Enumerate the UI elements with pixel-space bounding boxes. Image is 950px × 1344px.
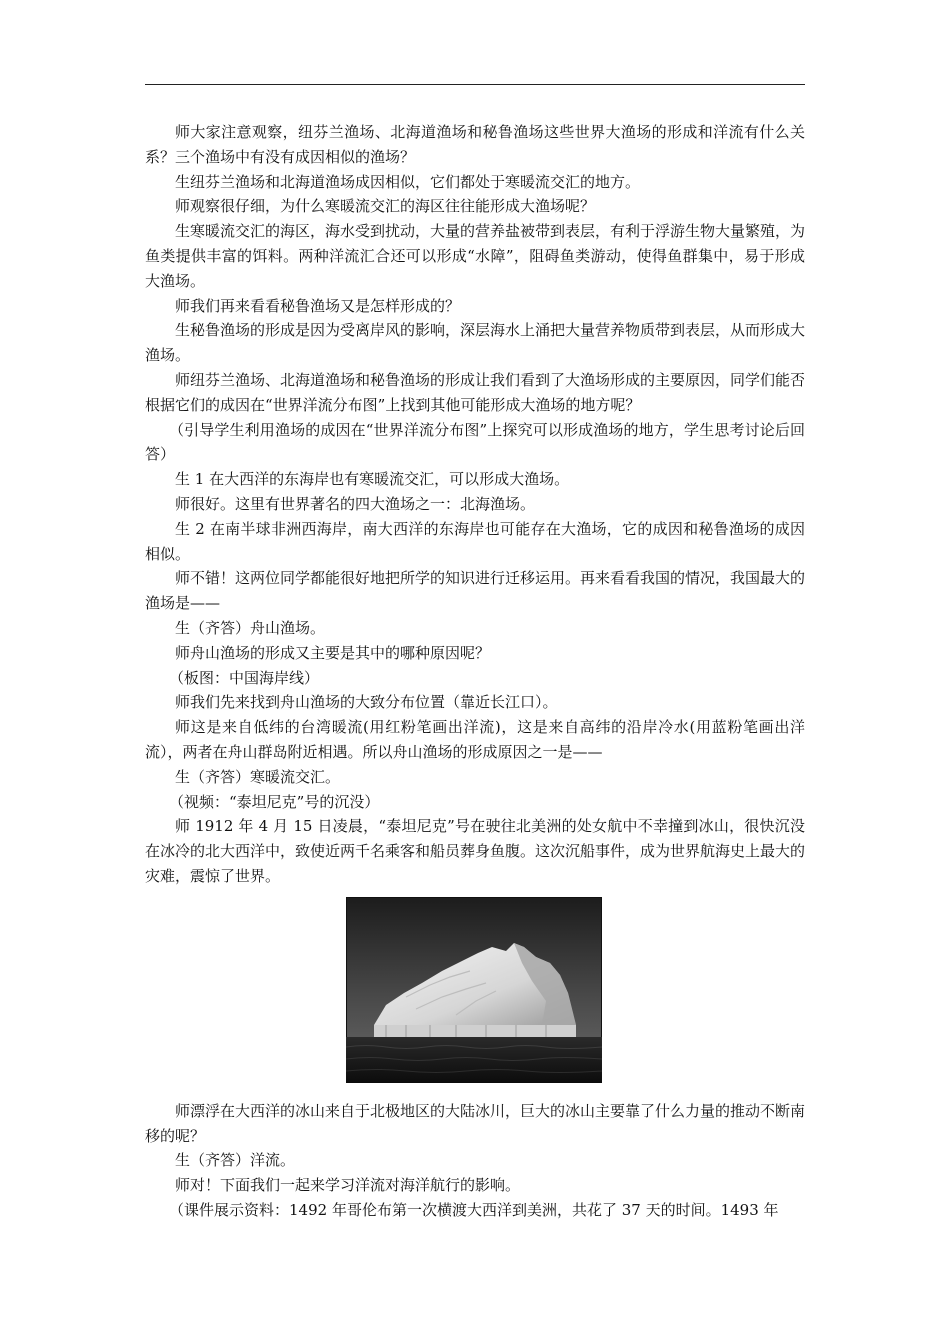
paragraph: 师很好。这里有世界著名的四大渔场之一：北海渔场。: [175, 494, 536, 513]
paragraph: （引导学生利用渔场的成因在“世界洋流分布图”上探究可以形成渔场的地方，学生思考讨论后回答）: [145, 420, 805, 464]
paragraph: 生秘鲁渔场的形成是因为受离岸风的影响，深层海水上涌把大量营养物质带到表层，从而形成大渔场。: [145, 321, 806, 365]
document-body: [145, 120, 805, 1223]
paragraph: （视频：“泰坦尼克”号的沉没）: [169, 792, 380, 811]
header-rule: [145, 84, 805, 85]
iceberg-photo: [346, 897, 602, 1083]
paragraph: 师大家注意观察，纽芬兰渔场、北海道渔场和秘鲁渔场这些世界大渔场的形成和洋流有什么关系？三个渔场中有没有成因相似的渔场？: [145, 123, 805, 166]
paragraph: 师漂浮在大西洋的冰山来自于北极地区的大陆冰川，巨大的冰山主要靠了什么力量的推动不断南移的呢？: [145, 1101, 806, 1145]
paragraph: 生（齐答）洋流。: [175, 1151, 296, 1170]
paragraphs-after-photo: [145, 1099, 805, 1223]
photo-container: [145, 897, 805, 1085]
paragraph: 师舟山渔场的形成又主要是其中的哪种原因呢？: [175, 643, 491, 662]
paragraph: 师 1912 年 4 月 15 日凌晨，“泰坦尼克”号在驶往北美洲的处女航中不幸撞到冰山，很快沉没在冰冷的北大西洋中，致使近两千名乘客和船员葬身鱼腹。这次沉船事件，成为世界航海史上最大的灾难，震惊了世界。: [145, 817, 806, 885]
paragraph: 师观察很仔细，为什么寒暖流交汇的海区往往能形成大渔场呢？: [175, 197, 596, 216]
paragraph: （课件展示资料：1492 年哥伦布第一次横渡大西洋到美洲，共花了 37 天的时间。1493 年: [169, 1200, 779, 1219]
paragraphs-before-photo: [145, 120, 805, 889]
paragraph: 生（齐答）寒暖流交汇。: [175, 767, 341, 786]
paragraph: 师不错！这两位同学都能很好地把所学的知识进行迁移运用。再来看看我国的情况，我国最大的渔场是——: [145, 569, 806, 613]
paragraph: 师对！下面我们一起来学习洋流对海洋航行的影响。: [175, 1176, 521, 1195]
paragraph: 生（齐答）舟山渔场。: [175, 618, 326, 637]
paragraph: 生纽芬兰渔场和北海道渔场成因相似，它们都处于寒暖流交汇的地方。: [175, 172, 641, 191]
paragraph: 师这是来自低纬的台湾暖流(用红粉笔画出洋流)，这是来自高纬的沿岸冷水(用蓝粉笔画出洋流），两者在舟山群岛附近相遇。所以舟山渔场的形成原因之一是——: [145, 718, 805, 761]
paragraph: 生 2 在南半球非洲西海岸，南大西洋的东海岸也可能存在大渔场，它的成因和秘鲁渔场的成因相似。: [145, 519, 805, 563]
paragraph: 生寒暖流交汇的海区，海水受到扰动，大量的营养盐被带到表层，有利于浮游生物大量繁殖，为鱼类提供丰富的饵料。两种洋流汇合还可以形成“水障”，阻碍鱼类游动，使得鱼群集中，易于形成大渔场。: [145, 222, 806, 290]
paragraph: 师我们先来找到舟山渔场的大致分布位置（靠近长江口）。: [175, 693, 558, 712]
paragraph: 生 1 在大西洋的东海岸也有寒暖流交汇，可以形成大渔场。: [175, 470, 570, 489]
paragraph: 师我们再来看看秘鲁渔场又是怎样形成的？: [175, 296, 461, 315]
paragraph: （板图：中国海岸线）: [169, 668, 320, 687]
paragraph: 师纽芬兰渔场、北海道渔场和秘鲁渔场的形成让我们看到了大渔场形成的主要原因，同学们能否根据它们的成因在“世界洋流分布图”上找到其他可能形成大渔场的地方呢？: [145, 370, 806, 414]
